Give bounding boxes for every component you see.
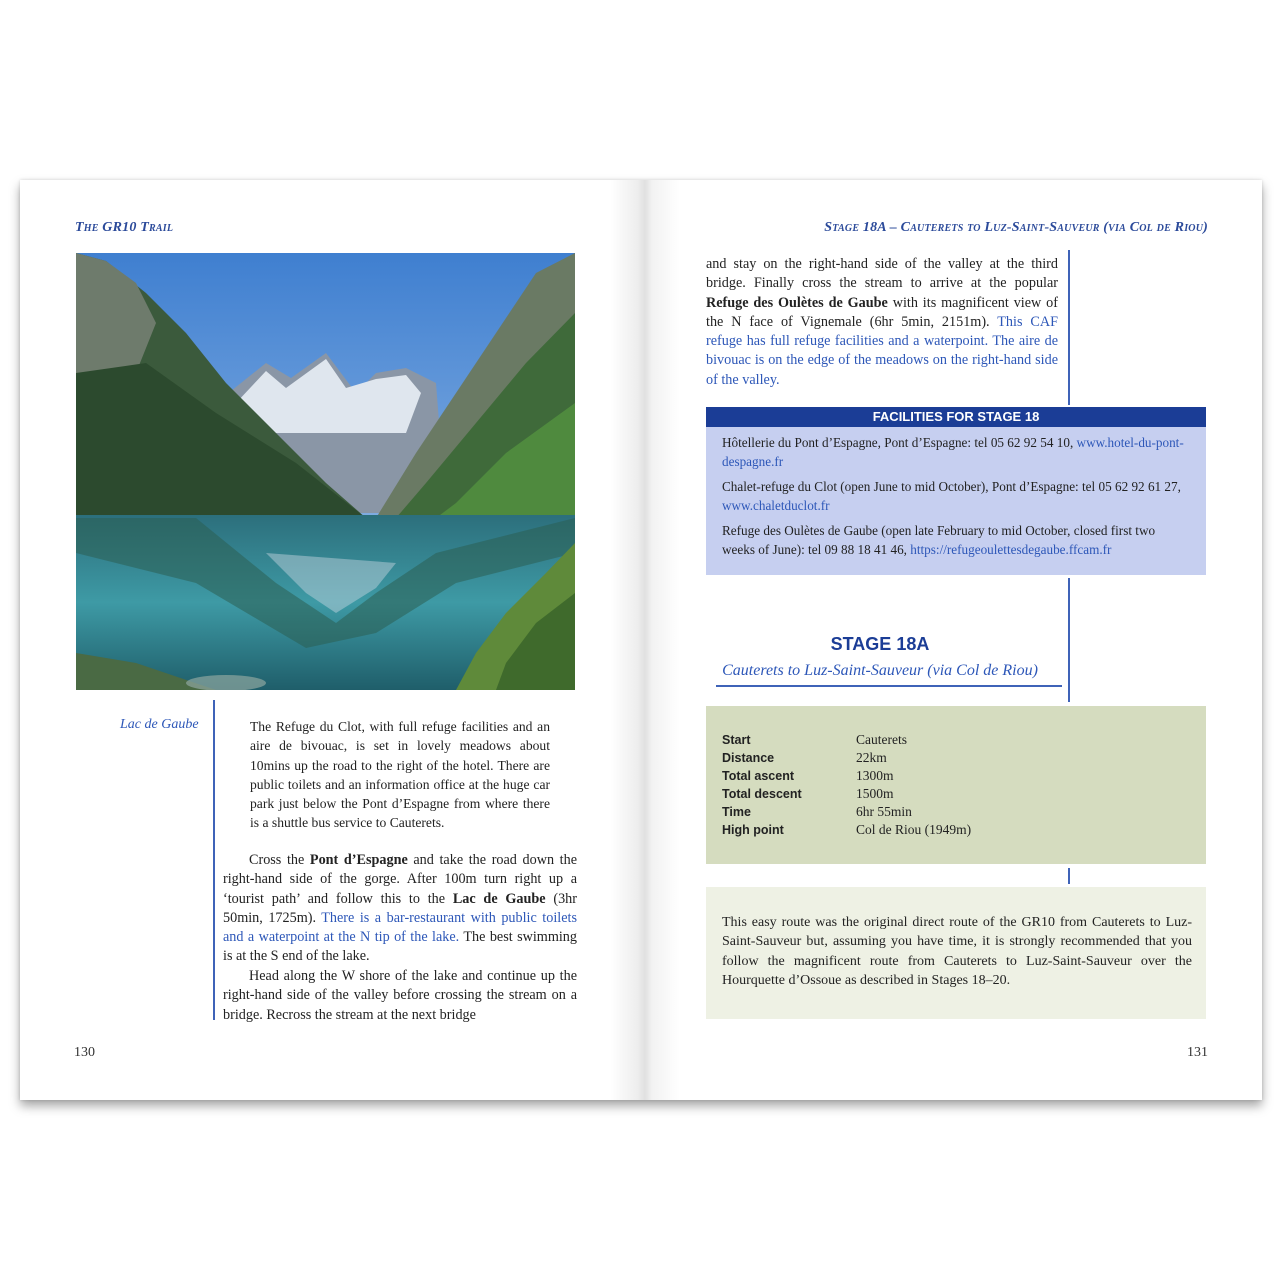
facilities-box bbox=[706, 407, 1206, 575]
margin-rule-right-low bbox=[1068, 868, 1070, 884]
info-row-descent bbox=[722, 785, 802, 803]
facility-link[interactable]: www.chaletduclot.fr bbox=[722, 498, 830, 513]
cont-text: with its magnificent view of the N face of Vignemale (6hr 5min, 2151m). bbox=[706, 294, 1058, 330]
info-row-start bbox=[722, 731, 750, 749]
facility-text: Chalet-refuge du Clot (open June to mid October), Pont d’Espagne: tel 05 62 92 61 27, bbox=[722, 479, 1181, 494]
margin-rule-right-mid bbox=[1068, 578, 1070, 702]
continued-paragraph bbox=[706, 255, 1058, 390]
info-label: Start bbox=[722, 733, 751, 747]
facility-text: Refuge des Oulètes de Gaube (open late February to mid October, closed first two weeks of June): tel 09 88 18 41 46, bbox=[722, 523, 1156, 557]
facility-text: Hôtellerie du Pont d’Espagne, Pont d’Espagne: tel 05 62 92 54 10, bbox=[722, 435, 1077, 450]
facility-item bbox=[722, 477, 1190, 515]
info-value: 6hr 55min bbox=[856, 804, 912, 819]
lake-photo-svg bbox=[76, 253, 575, 690]
facilities-heading: FACILITIES FOR STAGE 18 bbox=[706, 407, 1206, 427]
running-head-left: The GR10 Trail bbox=[75, 220, 174, 235]
info-value: 22km bbox=[856, 750, 887, 765]
info-label: High point bbox=[722, 823, 784, 837]
book-gutter bbox=[610, 180, 680, 1100]
place-lac-de-gaube: Lac de Gaube bbox=[452, 890, 546, 907]
page-number-right: 131 bbox=[1187, 1045, 1208, 1060]
cont-text: and stay on the right-hand side of the valley at the third bridge. Finally cross the stream to arrive at the popular bbox=[706, 256, 1058, 292]
facility-link[interactable]: www.hotel-du-pont-despagne.fr bbox=[722, 435, 1184, 469]
stage-intro-text: This easy route was the original direct route of the GR10 from Cauterets to Luz-Saint-Sauveur but, assuming you have time, it is strongly recommended that you follow the magnificent route from Cauterets to Luz-Saint-Sauveur over the Hourquette d’Ossoue as described in Stages 18–20. bbox=[722, 915, 1192, 988]
info-value: Cauterets bbox=[856, 732, 907, 747]
stage-subtitle: Cauterets to Luz-Saint-Sauveur (via Col de Riou) bbox=[722, 662, 1038, 679]
stage-title: STAGE 18A bbox=[830, 634, 930, 654]
info-row-distance bbox=[722, 749, 774, 767]
photo-caption: Lac de Gaube bbox=[120, 717, 199, 732]
stage-title-rule bbox=[716, 685, 1062, 687]
para1-text: The best swimming is at the S end of the lake. bbox=[223, 929, 577, 965]
para1-text: Cross the bbox=[249, 852, 310, 868]
info-row-high-point bbox=[722, 821, 784, 839]
info-label: Total ascent bbox=[722, 769, 795, 783]
margin-rule-left bbox=[213, 700, 215, 1020]
info-row-ascent bbox=[722, 767, 794, 785]
info-label: Distance bbox=[722, 751, 775, 765]
facility-link[interactable]: https://refugeoulettesdegaube.ffcam.fr bbox=[910, 542, 1112, 557]
para1-text: (3hr 50min, 1725m). bbox=[223, 890, 577, 926]
info-label: Time bbox=[722, 805, 751, 819]
facility-note: There is a bar-restaurant with public toilets and a waterpoint at the N tip of the lake. bbox=[223, 909, 577, 946]
info-row-time bbox=[722, 803, 751, 821]
facility-item bbox=[722, 433, 1190, 471]
facility-item bbox=[722, 521, 1190, 559]
running-head-right: Stage 18A – Cauterets to Luz-Saint-Sauveur (via Col de Riou) bbox=[824, 220, 1208, 235]
sidebar-text: The Refuge du Clot, with full refuge facilities and an aire de bivouac, is set in lovely meadows about 10mins up the road to the right of the hotel. There are public toilets and an information office at the huge car park just below the Pont d’Espagne from where there is a shuttle bus service to Cauterets. bbox=[250, 719, 550, 831]
stage-info-box bbox=[706, 706, 1206, 864]
mountain-lake-photo bbox=[76, 253, 575, 690]
info-label: Total descent bbox=[722, 787, 802, 801]
info-value: 1500m bbox=[856, 786, 894, 801]
refuge-note: This CAF refuge has full refuge facilities and a waterpoint. The aire de bivouac is on the edge of the meadows on the right-hand side of the valley. bbox=[706, 313, 1059, 388]
page-number-left: 130 bbox=[74, 1045, 95, 1060]
stage-intro-box bbox=[706, 887, 1206, 1019]
main-paragraph-1 bbox=[223, 851, 577, 967]
margin-rule-right-top bbox=[1068, 250, 1070, 405]
place-pont-despagne: Pont d’Espagne bbox=[309, 852, 408, 868]
main-paragraph-2: Head along the W shore of the lake and continue up the right-hand side of the valley before crossing the stream on a bridge. Recross the stream at the next bridge bbox=[223, 968, 577, 1023]
facilities-list bbox=[706, 427, 1206, 559]
book-spread bbox=[20, 180, 1262, 1100]
info-value: 1300m bbox=[856, 768, 894, 783]
place-refuge-oulettes: Refuge des Oulètes de Gaube bbox=[706, 294, 888, 311]
para1-text: and take the road down the right-hand side of the gorge. After 100m turn right up a ‘tourist path’ and follow this to the bbox=[223, 852, 577, 907]
info-value: Col de Riou (1949m) bbox=[856, 822, 972, 837]
